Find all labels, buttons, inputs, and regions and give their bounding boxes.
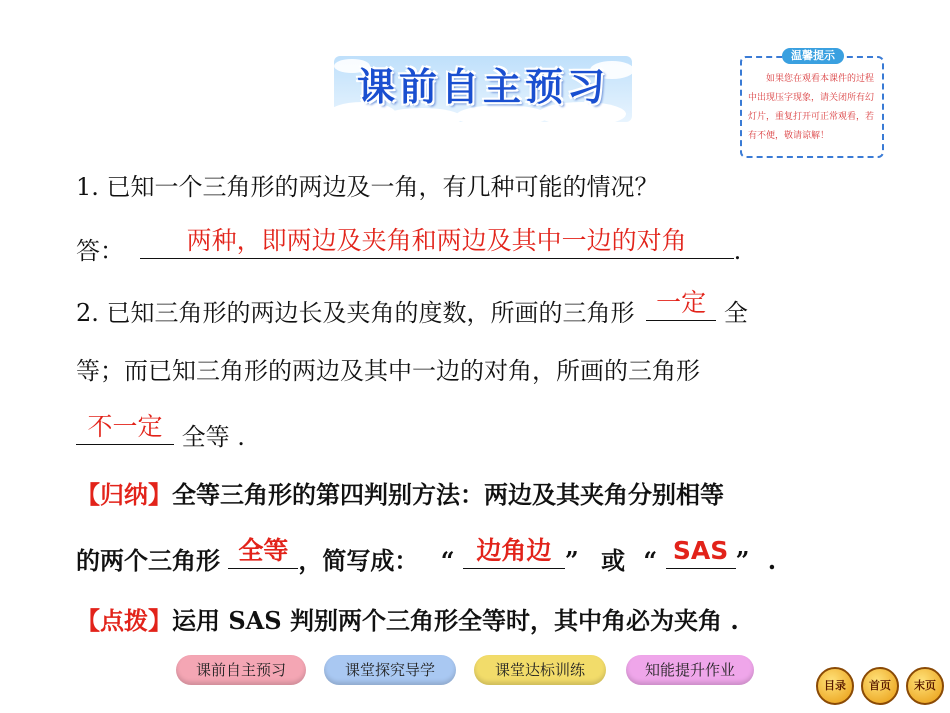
hint-text: 运用 SAS 判别两个三角形全等时，其中角必为夹角 . <box>172 606 739 635</box>
summary-end: . <box>767 546 777 575</box>
summary-answer-1: 全等 <box>238 536 289 565</box>
question-2-blank-1 <box>646 288 716 321</box>
summary-blank-3 <box>666 536 736 569</box>
question-2-line-2 <box>76 356 700 386</box>
quote-open-1: “ <box>440 546 455 575</box>
summary-answer-2: 边角边 <box>476 536 552 565</box>
summary-text-3: ，简写成： <box>298 546 419 575</box>
hint-line <box>76 606 739 636</box>
question-2-text-d: 全等 . <box>181 423 245 451</box>
tip-box <box>740 49 884 158</box>
quote-close-1: ” <box>564 546 579 575</box>
question-2-blank-2 <box>76 412 174 445</box>
nav-button-explore[interactable]: 课堂探究导学 <box>324 655 456 685</box>
question-2-line-1 <box>76 288 748 328</box>
question-2-answer-1: 一定 <box>656 288 707 317</box>
question-2-line-3 <box>76 412 245 452</box>
page-title: 课前自主预习 <box>356 65 609 109</box>
summary-answer-3: SAS <box>672 536 729 565</box>
title-banner <box>332 48 634 126</box>
question-1 <box>76 172 659 202</box>
answer-suffix: . <box>733 237 742 265</box>
summary-blank-1 <box>228 536 298 569</box>
summary-text-2: 的两个三角形 <box>76 546 220 575</box>
summary-tag: 【归纳】 <box>76 480 172 509</box>
answer-1-blank <box>140 226 734 259</box>
quote-open-2: “ <box>643 546 658 575</box>
toc-button[interactable]: 目录 <box>816 667 854 705</box>
last-page-button[interactable]: 末页 <box>906 667 944 705</box>
question-1-text: 1. 已知一个三角形的两边及一角，有几种可能的情况？ <box>76 173 659 201</box>
summary-line-2 <box>76 536 777 576</box>
tip-header: 温馨提示 <box>782 48 844 64</box>
nav-button-preview[interactable]: 课前自主预习 <box>176 655 306 685</box>
summary-or: 或 <box>601 546 626 575</box>
answer-prefix: 答： <box>76 237 124 265</box>
nav-button-practice[interactable]: 课堂达标训练 <box>474 655 606 685</box>
question-2-answer-2: 不一定 <box>87 412 163 441</box>
summary-blank-2 <box>463 536 565 569</box>
answer-1 <box>76 226 742 266</box>
summary-text-1: 全等三角形的第四判别方法：两边及其夹角分别相等 <box>172 480 724 509</box>
tip-body: 如果您在观看本课件的过程中出现压字现象，请关闭所有幻灯片，重复打开可正常观看，若有不便，敬请谅解！ <box>748 74 875 141</box>
first-page-button[interactable]: 首页 <box>861 667 899 705</box>
question-2-text-b: 全 <box>723 299 748 327</box>
nav-button-homework[interactable]: 知能提升作业 <box>626 655 754 685</box>
question-2-text-a: 2. 已知三角形的两边长及夹角的度数，所画的三角形 <box>76 299 635 327</box>
quote-close-2: ” <box>735 546 750 575</box>
hint-tag: 【点拨】 <box>76 606 172 635</box>
question-2-text-c: 等；而已知三角形的两边及其中一边的对角，所画的三角形 <box>76 357 700 385</box>
summary-line-1 <box>76 480 724 510</box>
answer-1-value: 两种，即两边及夹角和两边及其中一边的对角 <box>186 226 687 255</box>
